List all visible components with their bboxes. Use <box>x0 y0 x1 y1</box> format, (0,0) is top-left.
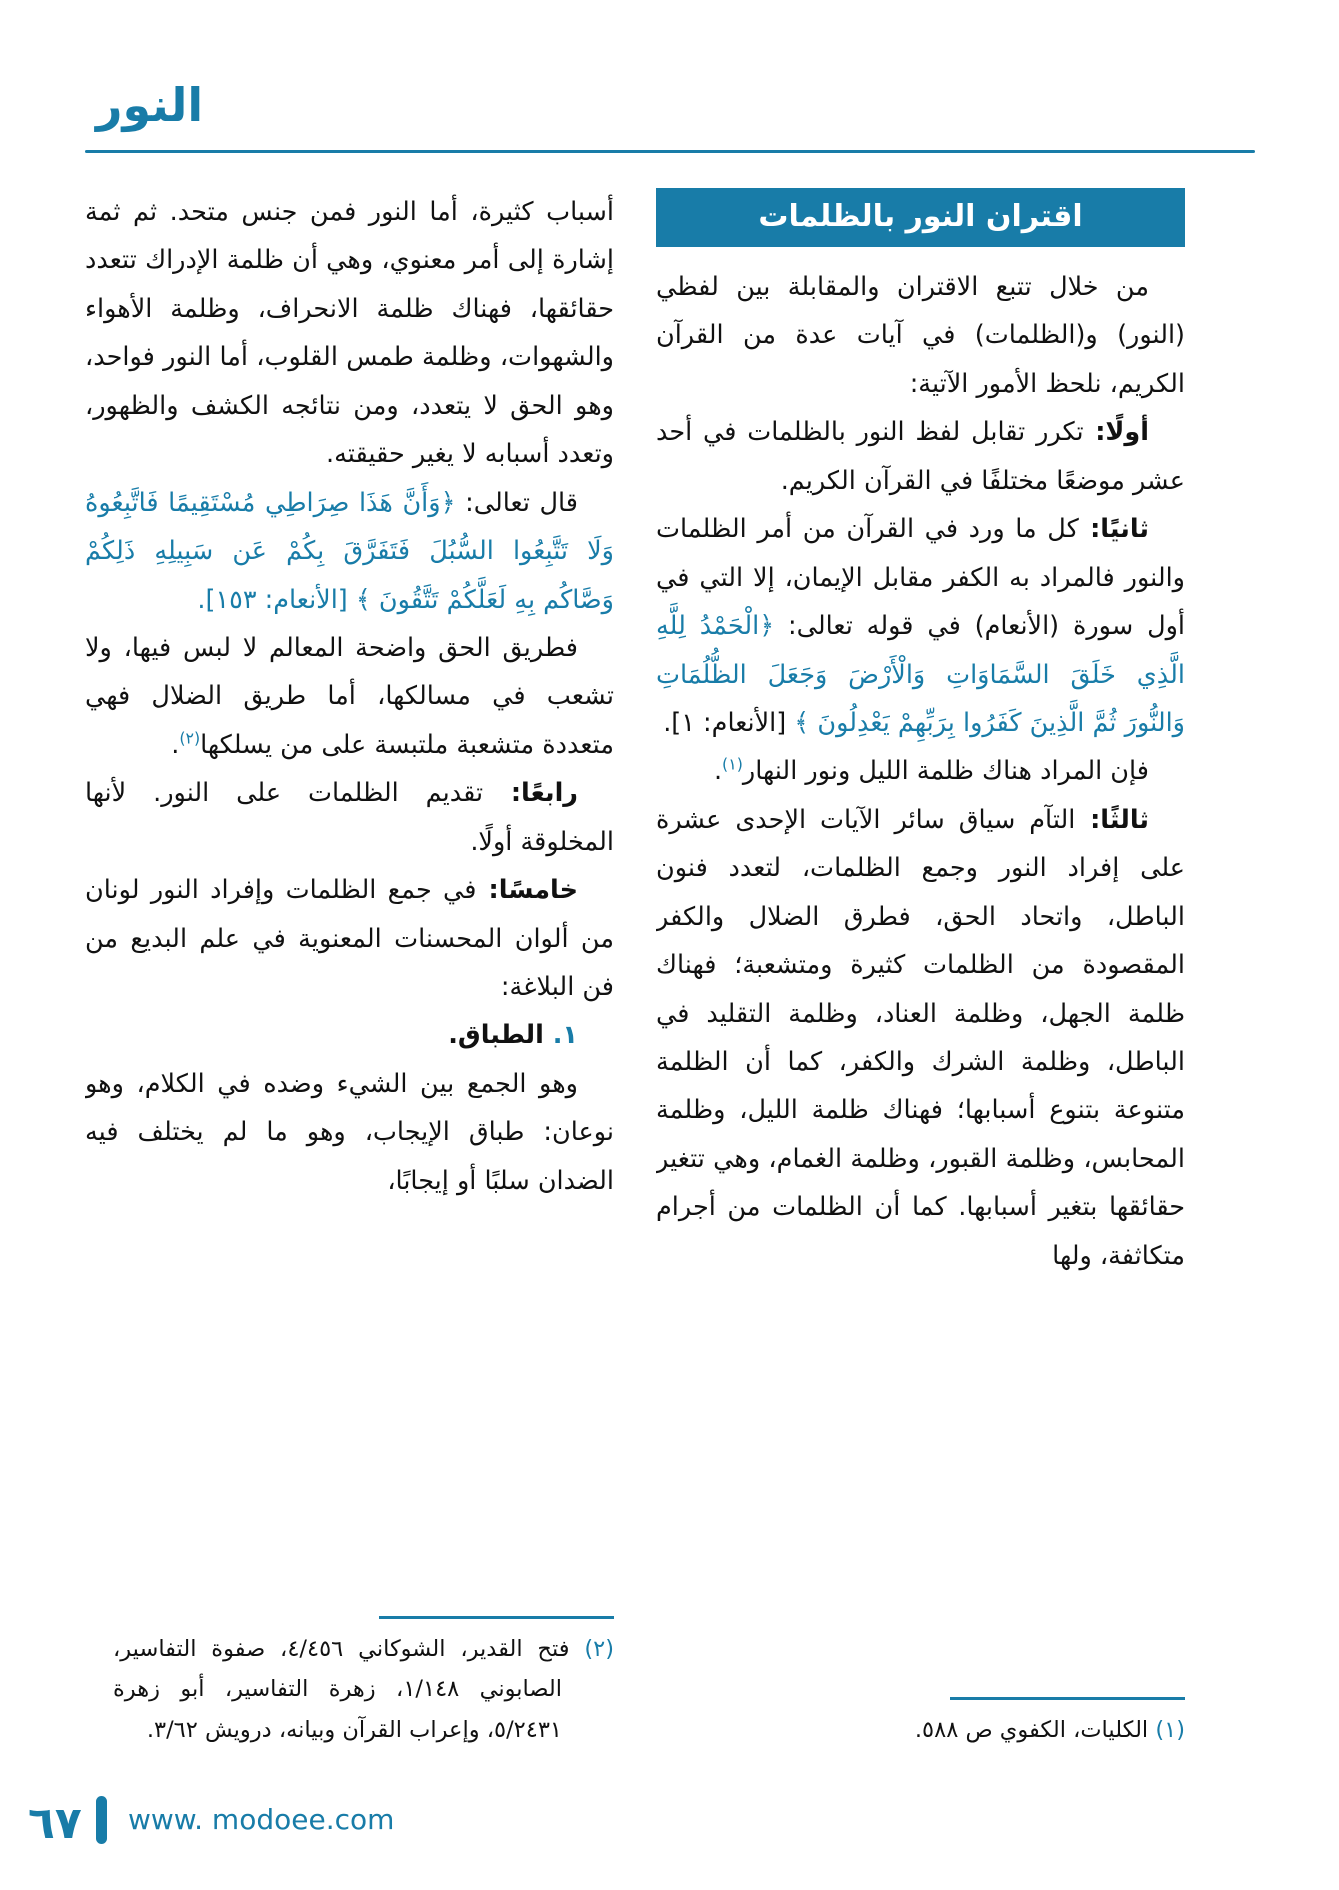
text-run: [الأنعام: ١]. <box>663 707 795 738</box>
chapter-title: النور <box>96 78 204 132</box>
footnote-list <box>656 1710 1185 1751</box>
paragraph <box>656 408 1185 505</box>
footnote-text: الكليات، الكفوي ص ٥٨٨. <box>914 1716 1149 1743</box>
text-run: من خلال تتبع الاقتران والمقابلة بين لفظي (النور) و(الظلمات) في آيات عدة من القرآن الكريم، نلحظ الأمور الآتية: <box>656 272 1185 399</box>
footnote-marker: (٢) <box>179 728 201 748</box>
lead-word: الطباق. <box>448 1020 544 1051</box>
lead-word: ثالثًا: <box>1075 804 1149 835</box>
text-run: التآم سياق سائر الآيات الإحدى عشرة على إفراد النور وجمع الظلمات، لتعدد فنون الباطل، واتحاد الحق، فطرق الضلال والكفر المقصودة من الظلمات كثيرة ومتشعبة؛ فهناك ظلمة الجهل، وظلمة العناد، وظلمة التقليد في الباطل، وظلمة الشرك والكفر، كما أن الظلمة متنوعة بتنوع أسبابها؛ فهناك ظلمة الليل، وظلمة المحابس، وظلمة القبور، وظلمة الغمام، وهي تتغير حقائقها بتغير أسبابها. كما أن الظلمات من أجرام متكاثفة، ولها <box>656 804 1185 1271</box>
column-right-text <box>656 263 1185 1675</box>
footnote-text: فتح القدير، الشوكاني ٤/٤٥٦، صفوة التفاسير، الصابوني ١/١٤٨، زهرة التفاسير، أبو زهرة ٥/٢٤٣١، وإعراب القرآن وبيانه، درويش ٣/٦٢. <box>113 1635 570 1743</box>
text-run: فإن المراد هناك ظلمة الليل ونور النهار <box>742 756 1149 787</box>
text-run: وهو الجمع بين الشيء وضده في الكلام، وهو نوعان: طباق الإيجاب، وهو ما لم يختلف فيه الضدان سلبًا أو إيجابًا، <box>85 1068 614 1196</box>
paragraph <box>656 505 1185 747</box>
verse-reference: [الأنعام: ١٥٣]. <box>197 584 356 615</box>
footnote-marker: (١) <box>722 754 743 774</box>
paragraph <box>656 263 1185 408</box>
footnote-number: (٢) <box>569 1635 615 1662</box>
paragraph <box>85 624 614 769</box>
text-run: فطريق الحق واضحة المعالم لا لبس فيها، ولا تشعب في مسالكها، أما طريق الضلال فهي متعددة متشعبة ملتبسة على من يسلكها <box>85 632 614 760</box>
text-run: أسباب كثيرة، أما النور فمن جنس متحد. ثم ثمة إشارة إلى أمر معنوي، وهي أن ظلمة الإدراك تتعدد حقائقها، فهناك ظلمة الانحراف، وظلمة الأهواء والشهوات، وظلمة طمس القلوب، أما النور فواحد، وهو الحق لا يتعدد، ومن نتائجه الكشف والظهور، وتعدد أسبابه لا يغير حقيقته. <box>85 197 614 470</box>
paragraph <box>85 866 614 1011</box>
column-left-text <box>85 188 614 1538</box>
column-right <box>656 188 1185 1750</box>
website-url: www. modoee.com <box>128 1803 395 1836</box>
footnotes-left <box>85 1616 614 1750</box>
paragraph <box>656 796 1185 1280</box>
text-run: تكرر تقابل لفظ النور بالظلمات في أحد عشر موضعًا مختلفًا في القرآن الكريم. <box>656 417 1185 496</box>
text-run: في جمع الظلمات وإفراد النور لونان من ألوان المحسنات المعنوية في علم البديع من فن البلاغة: <box>85 875 614 1002</box>
page-number: ٦٧ <box>28 1798 82 1849</box>
paragraph <box>85 1060 614 1205</box>
lead-word: أولًا: <box>1083 417 1149 448</box>
header-divider <box>85 150 1255 153</box>
text-run: تقديم الظلمات على النور. لأنها المخلوقة أولًا. <box>85 778 614 857</box>
footer-divider-bar <box>96 1796 107 1844</box>
text-run: قال تعالى: <box>455 487 578 518</box>
footnote <box>656 1710 1185 1751</box>
lead-word: ثانيًا: <box>1078 514 1149 545</box>
footnote-number: (١) <box>1148 1716 1185 1743</box>
paragraph <box>85 769 614 866</box>
footnote-divider <box>379 1616 614 1619</box>
text-run: . <box>171 729 180 760</box>
quran-verse: ﴿وَأَنَّ هَذَا صِرَاطِي مُسْتَقِيمًا فَاتَّبِعُوهُ وَلَا تَتَّبِعُوا السُّبُلَ فَتَفَرَّقَ بِكُمْ عَن سَبِيلِهِ ذَلِكُمْ وَصَّاكُم بِهِ لَعَلَّكُمْ تَتَّقُونَ ﴾ <box>85 487 614 615</box>
paragraph <box>85 479 614 624</box>
list-number: ١. <box>543 1020 578 1051</box>
footnote-list <box>85 1629 614 1751</box>
section-heading: اقتران النور بالظلمات <box>656 188 1185 247</box>
quran-verse: ﴿الْحَمْدُ لِلَّهِ الَّذِي خَلَقَ السَّمَاوَاتِ وَالْأَرْضَ وَجَعَلَ الظُّلُمَاتِ وَالنُّورَ ثُمَّ الَّذِينَ كَفَرُوا بِرَبِّهِمْ يَعْدِلُونَ ﴾ <box>656 611 1185 738</box>
lead-word: خامسًا: <box>476 875 579 906</box>
lead-word: رابعًا: <box>483 778 578 809</box>
content-columns <box>85 188 1185 1750</box>
text-run: . <box>713 756 723 787</box>
text-run: كل ما ورد في القرآن من أمر الظلمات والنور فالمراد به الكفر مقابل الإيمان، إلا التي في أول سورة (الأنعام) في قوله تعالى: <box>656 514 1185 642</box>
paragraph <box>85 1011 614 1059</box>
footnote <box>85 1629 614 1751</box>
footnotes-right <box>656 1697 1185 1750</box>
paragraph <box>85 188 614 479</box>
column-left <box>85 188 614 1750</box>
footnote-divider <box>950 1697 1185 1700</box>
paragraph <box>656 747 1185 795</box>
